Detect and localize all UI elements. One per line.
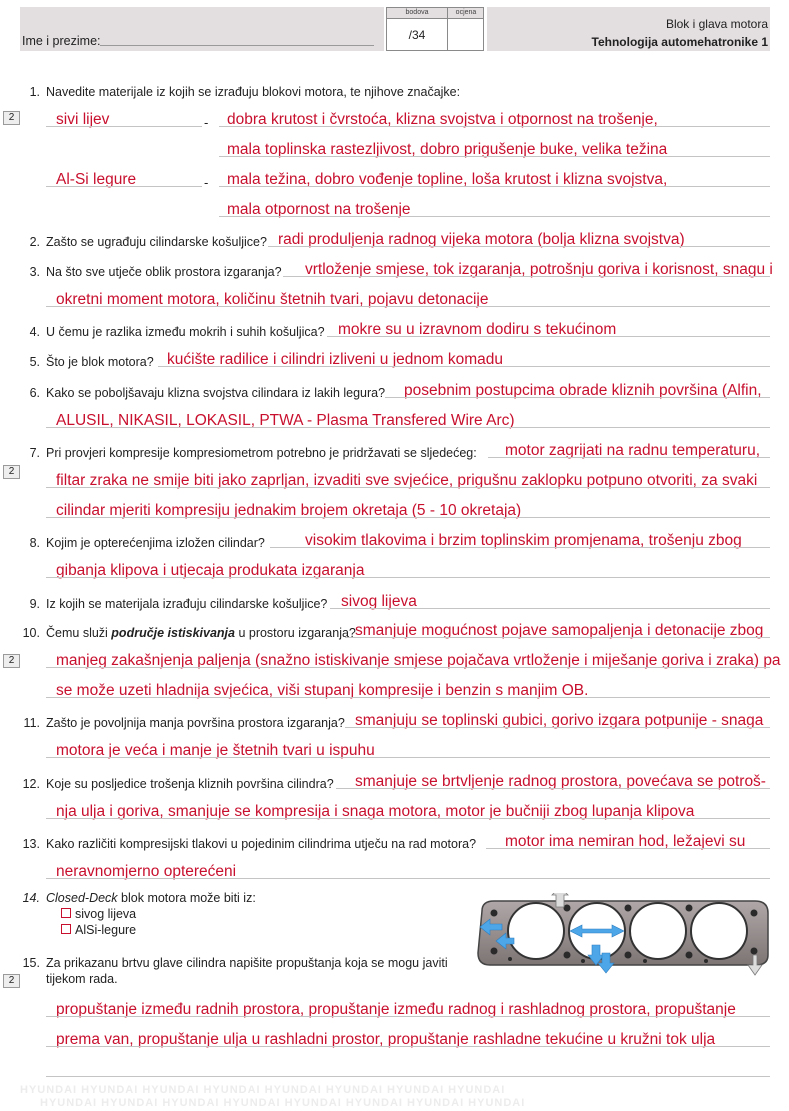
- answer-text: neravnomjerno opterećeni: [56, 863, 237, 880]
- answer-line[interactable]: [219, 216, 770, 217]
- question-number: 15.: [22, 956, 40, 970]
- answer-text: filtar zraka ne smije biti jako zaprljan, izvaditi sve svjećice, prigušnu zaklopku potpuno otvoriti, za svaki: [56, 472, 758, 489]
- answer-line[interactable]: [46, 818, 770, 819]
- question-number: 6.: [29, 386, 40, 400]
- question-text: [46, 891, 256, 905]
- answer-text: Al-Si legure: [56, 171, 137, 188]
- question-number: 2.: [29, 235, 40, 249]
- question-number: 13.: [22, 837, 40, 851]
- answer-text: sivi lijev: [56, 111, 110, 128]
- answer-line[interactable]: [46, 186, 202, 187]
- answer-text: radi produljenja radnog vijeka motora (bolja klizna svojstva): [278, 231, 685, 248]
- question-text: Pri provjeri kompresije kompresiometrom potrebno je pridržavati se sljedećeg:: [46, 446, 477, 460]
- answer-line[interactable]: [219, 156, 770, 157]
- answer-line[interactable]: [46, 427, 770, 428]
- question-text: Zašto je povoljnija manja površina prostora izgaranja?: [46, 716, 345, 730]
- answer-line[interactable]: [46, 697, 770, 698]
- question-text: Na što sve utječe oblik prostora izgaranja?: [46, 265, 282, 279]
- answer-text: okretni moment motora, količinu štetnih tvari, pojavu detonacije: [56, 291, 489, 308]
- answer-line[interactable]: [46, 126, 202, 127]
- question-text: Iz kojih se materijala izrađuju cilindarske košuljice?: [46, 597, 328, 611]
- question-text: tijekom rada.: [46, 972, 118, 986]
- option-label: AlSi-legure: [75, 923, 137, 937]
- question-text: Kojim je opterećenjima izložen cilindar?: [46, 536, 265, 550]
- question-text-part: Čemu služi: [46, 626, 112, 640]
- answer-line[interactable]: [327, 336, 770, 337]
- score-total: /34: [408, 28, 426, 42]
- question-text-part: u prostoru izgaranja?: [234, 626, 356, 640]
- answer-line[interactable]: [46, 878, 770, 879]
- answer-line[interactable]: [486, 848, 770, 849]
- question-text: U čemu je razlika između mokrih i suhih košuljica?: [46, 325, 325, 339]
- score-divider: [447, 8, 448, 50]
- name-label: Ime i prezime:: [22, 34, 101, 48]
- answer-text: mala toplinska rastezljivost, dobro prigušenje buke, velika težina: [227, 141, 668, 158]
- question-number: 4.: [29, 325, 40, 339]
- answer-line[interactable]: [283, 276, 770, 277]
- answer-line[interactable]: [46, 667, 770, 668]
- question-text: Koje su posljedice trošenja kliznih površina cilindra?: [46, 777, 334, 791]
- answer-text: sivog lijeva: [341, 593, 417, 610]
- answer-line[interactable]: [385, 397, 770, 398]
- course-title: Tehnologija automehatronike 1: [591, 35, 768, 49]
- answer-text: kućište radilice i cilindri izliveni u jednom komadu: [167, 351, 503, 368]
- cylinder-head-gasket-illustration: [470, 893, 775, 983]
- subject-panel: [487, 7, 770, 51]
- question-text: Kako se poboljšavaju klizna svojstva cilindara iz lakih legura?: [46, 386, 386, 400]
- answer-text: manjeg zakašnjenja paljenja (snažno istiskivanje smjese pojačava vrtloženje i miješanje goriva i zraka) pa: [56, 652, 781, 669]
- answer-text: motor zagrijati na radnu temperaturu,: [505, 442, 761, 459]
- question-number: 9.: [29, 597, 40, 611]
- answer-text: dobra krutost i čvrstoća, klizna svojstva i otpornost na trošenje,: [227, 111, 658, 128]
- subject-title: Blok i glava motora: [665, 17, 768, 31]
- answer-text: smanjuju se toplinski gubici, gorivo izgara potpunije - snaga: [355, 712, 764, 729]
- answer-line[interactable]: [345, 637, 770, 638]
- answer-line[interactable]: [330, 608, 770, 609]
- question-emphasis: Closed-Deck: [46, 891, 118, 905]
- answer-text: mokre su u izravnom dodiru s tekućinom: [338, 321, 617, 338]
- question-number: 14.: [22, 891, 40, 905]
- points-column-label: bodova: [405, 9, 429, 16]
- answer-text: prema van, propuštanje ulja u rashladni prostor, propuštanje rashladne tekućine u kružni tok ulja: [56, 1031, 716, 1048]
- name-field[interactable]: [100, 45, 374, 46]
- question-emphasis: područje istiskivanja: [111, 626, 235, 640]
- question-number: 1.: [29, 85, 40, 99]
- answer-line[interactable]: [46, 1076, 770, 1077]
- answer-line[interactable]: [46, 306, 770, 307]
- score-header: [387, 8, 483, 19]
- answer-text: motora je veća i manje je štetnih tvari u ispuhu: [56, 742, 375, 759]
- question-text: Za prikazanu brtvu glave cilindra napišite propuštanja koja se mogu javiti: [46, 956, 448, 970]
- answer-line[interactable]: [46, 1046, 770, 1047]
- answer-text: cilindar mjeriti kompresiju jednakim brojem okretaja (5 - 10 okretaja): [56, 502, 522, 519]
- answer-line[interactable]: [270, 547, 770, 548]
- question-number: 10.: [22, 626, 40, 640]
- answer-line[interactable]: [46, 517, 770, 518]
- answer-text: propuštanje između radnih prostora, propuštanje između radnog i rashladnog prostora, propuštanje: [56, 1001, 736, 1018]
- answer-text: ALUSIL, NIKASIL, LOKASIL, PTWA - Plasma Transfered Wire Arc): [56, 412, 515, 429]
- answer-text: mala otpornost na trošenje: [227, 201, 411, 218]
- answer-text: nja ulja i goriva, smanjuje se kompresija i snaga motora, motor je bučniji zbog lupanja klipova: [56, 803, 695, 820]
- footer-watermark: HYUNDAI HYUNDAI HYUNDAI HYUNDAI HYUNDAI HYUNDAI HYUNDAI HYUNDAI: [40, 1097, 526, 1109]
- question-text: Što je blok motora?: [46, 355, 154, 369]
- answer-line[interactable]: [219, 126, 770, 127]
- points-badge: 2: [3, 111, 20, 125]
- answer-line[interactable]: [336, 788, 770, 789]
- question-number: 12.: [22, 777, 40, 791]
- answer-text: smanjuje se brtvljenje radnog prostora, povećava se potroš-: [355, 773, 766, 790]
- question-number: 8.: [29, 536, 40, 550]
- answer-line[interactable]: [46, 577, 770, 578]
- option-label: sivog lijeva: [75, 907, 137, 921]
- answer-line[interactable]: [219, 186, 770, 187]
- answer-text: visokim tlakovima i brzim toplinskim promjenama, trošenju zbog: [305, 532, 742, 549]
- question-text-part: blok motora može biti iz:: [117, 891, 256, 905]
- points-badge: 2: [3, 974, 20, 988]
- question-number: 3.: [29, 265, 40, 279]
- points-badge: 2: [3, 654, 20, 668]
- name-panel: [20, 7, 384, 51]
- answer-text: posebnim postupcima obrade kliznih površina (Alfin,: [404, 382, 762, 399]
- grade-column-label: ocjena: [455, 9, 477, 16]
- answer-text: se može uzeti hladnija svjećica, viši stupanj kompresije i benzin s manjim OB.: [56, 682, 589, 699]
- answer-text: smanjuje mogućnost pojave samopaljenja i detonacije zbog: [355, 622, 764, 639]
- answer-line[interactable]: [268, 246, 770, 247]
- answer-line[interactable]: [46, 757, 770, 758]
- answer-line[interactable]: [345, 727, 770, 728]
- answer-line[interactable]: [46, 1016, 770, 1017]
- footer-watermark: HYUNDAI HYUNDAI HYUNDAI HYUNDAI HYUNDAI HYUNDAI HYUNDAI HYUNDAI: [20, 1084, 506, 1096]
- score-box: [386, 7, 484, 51]
- dash: -: [204, 175, 209, 190]
- answer-line[interactable]: [158, 366, 770, 367]
- points-badge: 2: [3, 465, 20, 479]
- answer-text: gibanja klipova i utjecaja produkata izgaranja: [56, 562, 365, 579]
- question-text: Kako različiti kompresijski tlakovi u pojedinim cilindrima utječu na rad motora?: [46, 837, 477, 851]
- answer-line[interactable]: [488, 457, 770, 458]
- question-text: Navedite materijale iz kojih se izrađuju blokovi motora, te njihove značajke:: [46, 85, 461, 99]
- answer-text: mala težina, dobro vođenje topline, loša krutost i klizna svojstva,: [227, 171, 668, 188]
- answer-line[interactable]: [46, 487, 770, 488]
- question-number: 7.: [29, 446, 40, 460]
- question-number: 11.: [23, 716, 40, 730]
- answer-text: motor ima nemiran hod, ležajevi su: [505, 833, 746, 850]
- answer-text: vrtloženje smjese, tok izgaranja, potrošnju goriva i korisnost, snagu i: [305, 261, 773, 278]
- question-text: Zašto se ugrađuju cilindarske košuljice?: [46, 235, 267, 249]
- question-number: 5.: [29, 355, 40, 369]
- option-checkbox[interactable]: [61, 924, 71, 934]
- dash: -: [204, 115, 209, 130]
- question-text: [46, 626, 356, 640]
- option-checkbox[interactable]: [61, 908, 71, 918]
